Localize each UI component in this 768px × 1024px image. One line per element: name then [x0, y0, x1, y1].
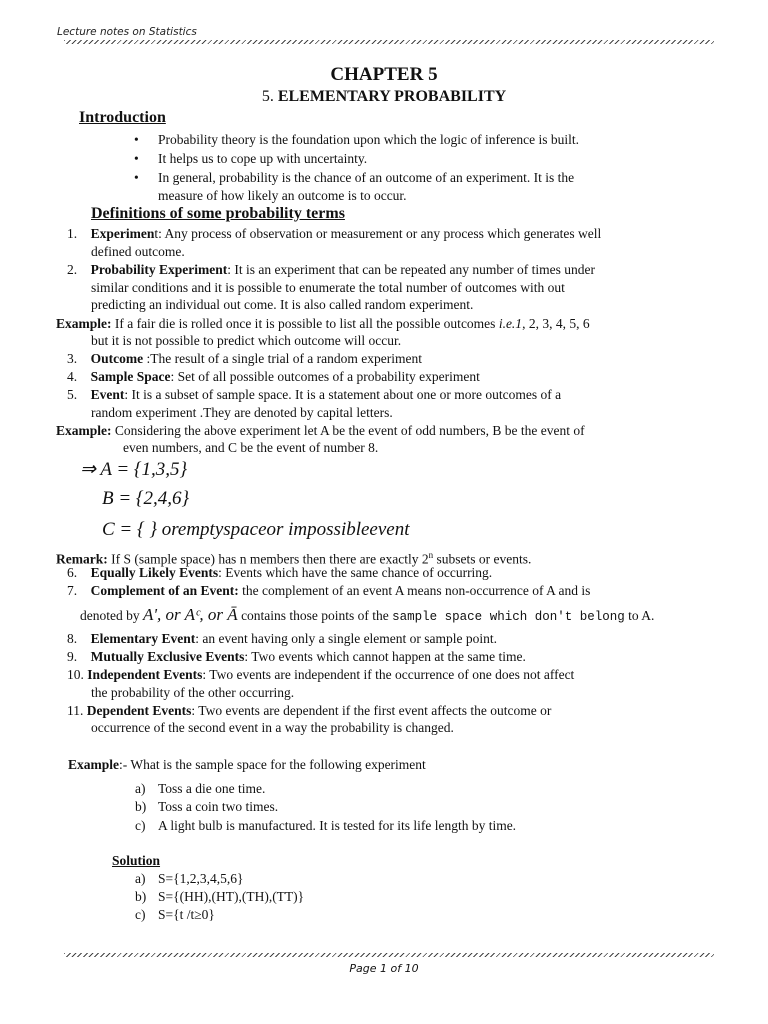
chapter-label: CHAPTER 5 [330, 64, 438, 85]
def-8: 8. Elementary Event: an event having only a single element or sample point. [67, 631, 498, 646]
solution-c: S={t /t≥0} [158, 907, 215, 922]
chapter-title [0, 88, 768, 106]
example-3-item-a: Toss a die one time. [158, 781, 266, 796]
def-11: 11. Dependent Events: Two events are dependent if the first event affects the outcome or [67, 703, 552, 718]
set-b: B = {2,4,6} [102, 488, 190, 509]
solution-b: S={(HH),(HT),(TH),(TT)} [158, 889, 305, 904]
def-5: 5. Event: It is a subset of sample space. It is a statement about one or more outcomes of a [67, 387, 562, 402]
def-2-cont-2: predicting an individual out come. It is also called random experiment. [91, 297, 474, 312]
header-rule [64, 40, 714, 44]
def-3: 3. Outcome :The result of a single trial of a random experiment [67, 351, 423, 366]
intro-bullet-3: • In general, probability is the chance of an outcome of an experiment. It is the [158, 169, 574, 187]
def-10-cont: the probability of the other occurring. [91, 685, 295, 700]
example-3-item-a-marker: a) [135, 781, 146, 796]
def-5-cont: random experiment .They are denoted by capital letters. [91, 405, 393, 420]
footer-rule [64, 953, 714, 957]
def-11-cont: occurrence of the second event in a way the probability is changed. [91, 720, 454, 735]
chapter-title-text: ELEMENTARY PROBABILITY [277, 88, 507, 105]
def-9: 9. Mutually Exclusive Events: Two events which cannot happen at the same time. [67, 649, 526, 664]
complement-notation: A', or Aᶜ, or Ā [143, 605, 238, 624]
example-1-cont: but it is not possible to predict which outcome will occur. [91, 333, 402, 348]
def-6: 6. Equally Likely Events: Events which have the same chance of occurring. [67, 565, 493, 580]
example-3-item-b-marker: b) [135, 799, 147, 814]
def-7-cont: denoted by A', or Aᶜ, or Ā contains those points of the sample space which don't belong to A. [80, 605, 655, 624]
example-3-item-b: Toss a coin two times. [158, 799, 279, 814]
chapter-number: 5. [261, 88, 274, 105]
intro-heading: Introduction [79, 109, 166, 126]
solution-c-marker: c) [135, 907, 146, 922]
def-7: 7. Complement of an Event: the complement of an event A means non-occurrence of A and is [67, 583, 591, 598]
example-3-item-c-marker: c) [135, 818, 146, 833]
definitions-heading: Definitions of some probability terms [91, 205, 345, 222]
def-1-cont: defined outcome. [91, 244, 185, 259]
example-1: Example: If a fair die is rolled once it is possible to list all the possible outcomes i.e.1, 2, 3, 4, 5, 6 [56, 316, 590, 331]
def-2-cont-1: similar conditions and it is possible to enumerate the total number of outcomes with out [91, 280, 565, 295]
set-c: C = { } oremptyspaceor impossibleevent [102, 519, 410, 540]
solution-b-marker: b) [135, 889, 147, 904]
example-2-cont: even numbers, and C be the event of number 8. [123, 440, 379, 455]
running-header: Lecture notes on Statistics [57, 26, 197, 38]
remark: Remark: If S (sample space) has n members then there are exactly 2$^n$ subsets or events. [56, 550, 532, 567]
def-1: 1. Experiment: Any process of observation or measurement or any process which generates well [67, 226, 602, 241]
example-2: Example: Considering the above experiment let A be the event of odd numbers, B be the event of [56, 423, 585, 438]
example-3-item-c: A light bulb is manufactured. It is tested for its life length by time. [158, 818, 517, 833]
solution-a: S={1,2,3,4,5,6} [158, 871, 244, 886]
solution-a-marker: a) [135, 871, 146, 886]
intro-bullet-2: • It helps us to cope up with uncertainty. [158, 150, 367, 168]
example-3: Example:- What is the sample space for the following experiment [68, 757, 426, 772]
def-4: 4. Sample Space: Set of all possible outcomes of a probability experiment [67, 369, 480, 384]
page-number: Page 1 of 10 [349, 962, 419, 975]
intro-bullet-3-cont: measure of how likely an outcome is to occur. [158, 188, 407, 203]
def-2: 2. Probability Experiment: It is an experiment that can be repeated any number of times under [67, 262, 595, 277]
def-10: 10. Independent Events: Two events are independent if the occurrence of one does not affect [67, 667, 575, 682]
solution-heading: Solution [112, 853, 161, 868]
set-a: ⇒ A = {1,3,5} [80, 459, 188, 480]
intro-bullet-1: • Probability theory is the foundation upon which the logic of inference is built. [158, 131, 579, 149]
